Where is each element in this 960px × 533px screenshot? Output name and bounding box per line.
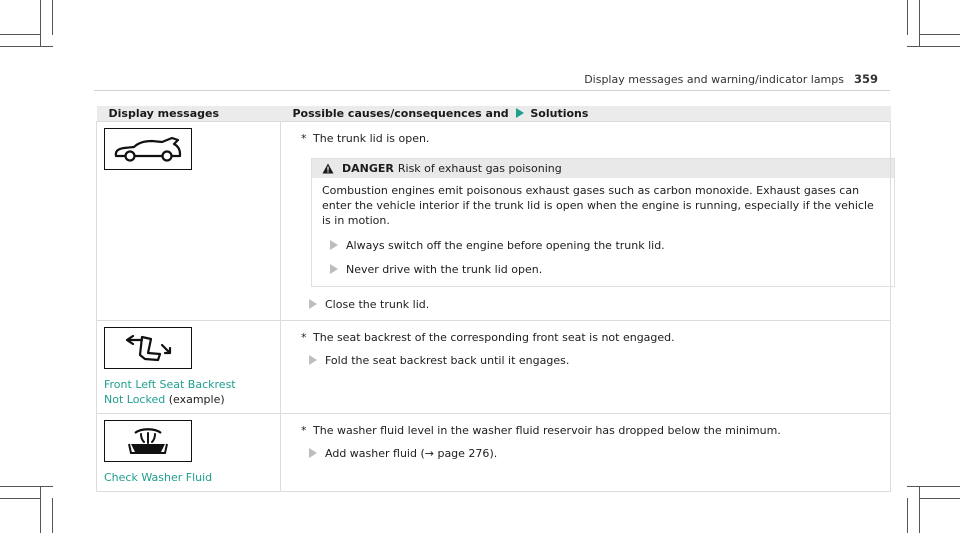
danger-body — [312, 178, 894, 286]
crop-mark — [907, 486, 960, 487]
header-rule — [94, 90, 890, 91]
car-trunk-open-icon — [104, 128, 192, 170]
danger-header — [312, 159, 894, 178]
crop-mark — [919, 34, 960, 35]
danger-text: Combustion engines emit poisonous exhaust gases such as carbon monoxide. Exhaust gases can enter the vehicle interior if the trunk lid is open when the engine is running, especially if the vehicle is in motion. — [322, 184, 874, 227]
solution-step: Add washer fluid (→ page 276). — [301, 446, 882, 461]
cause-text: * The washer fluid level in the washer fluid reservoir has dropped below the minimum. — [301, 424, 781, 437]
solution-step: Fold the seat backrest back until it engages. — [301, 353, 882, 368]
causes-solutions-cell — [281, 122, 891, 321]
danger-step: Always switch off the engine before opening the trunk lid. — [322, 238, 884, 253]
section-title: Display messages and warning/indicator lamps — [584, 73, 844, 86]
table-row — [97, 321, 891, 414]
crop-mark — [0, 34, 41, 35]
cause-text: * The seat backrest of the corresponding front seat is not engaged. — [301, 331, 675, 344]
display-messages-table — [96, 106, 891, 492]
table-row — [97, 122, 891, 321]
danger-title: Risk of exhaust gas poisoning — [397, 162, 562, 175]
display-message-cell — [97, 321, 281, 414]
step-arrow-icon — [309, 299, 317, 309]
page-number: 359 — [853, 72, 878, 86]
danger-label: DANGER — [342, 162, 394, 175]
display-message-label: Front Left Seat Backrest Not Locked (example) — [104, 378, 236, 406]
solution-step: Close the trunk lid. — [301, 297, 882, 312]
col-header-display-messages: Display messages — [97, 106, 281, 122]
danger-step: Never drive with the trunk lid open. — [322, 262, 884, 277]
crop-mark — [919, 486, 920, 533]
display-message-cell — [97, 122, 281, 321]
step-arrow-icon — [330, 240, 338, 250]
step-arrow-icon — [330, 264, 338, 274]
crop-mark — [40, 0, 41, 47]
washer-fluid-icon — [104, 420, 192, 462]
crop-mark — [907, 46, 960, 47]
crop-mark — [52, 0, 53, 35]
step-arrow-icon — [309, 448, 317, 458]
table-row — [97, 414, 891, 492]
crop-mark — [40, 486, 41, 533]
causes-solutions-cell — [281, 321, 891, 414]
danger-box — [311, 158, 895, 287]
page-reference-link[interactable]: → page 276 — [424, 447, 490, 460]
crop-mark — [52, 498, 53, 533]
display-message-cell — [97, 414, 281, 492]
crop-mark — [0, 498, 41, 499]
table-header-row — [97, 106, 891, 122]
seat-backrest-icon — [104, 327, 192, 369]
cause-text: * The trunk lid is open. — [301, 132, 430, 145]
display-message-label: Check Washer Fluid — [104, 471, 213, 484]
solution-arrow-icon — [516, 108, 524, 118]
causes-solutions-cell — [281, 414, 891, 492]
crop-mark — [919, 498, 960, 499]
running-header — [584, 72, 878, 86]
crop-mark — [0, 486, 53, 487]
crop-mark — [907, 498, 908, 533]
crop-mark — [919, 0, 920, 47]
crop-mark — [0, 46, 53, 47]
crop-mark — [907, 0, 908, 35]
step-arrow-icon — [309, 355, 317, 365]
col-header-causes-solutions: Possible causes/consequences and Solutions — [281, 106, 891, 122]
warning-triangle-icon — [322, 163, 334, 174]
